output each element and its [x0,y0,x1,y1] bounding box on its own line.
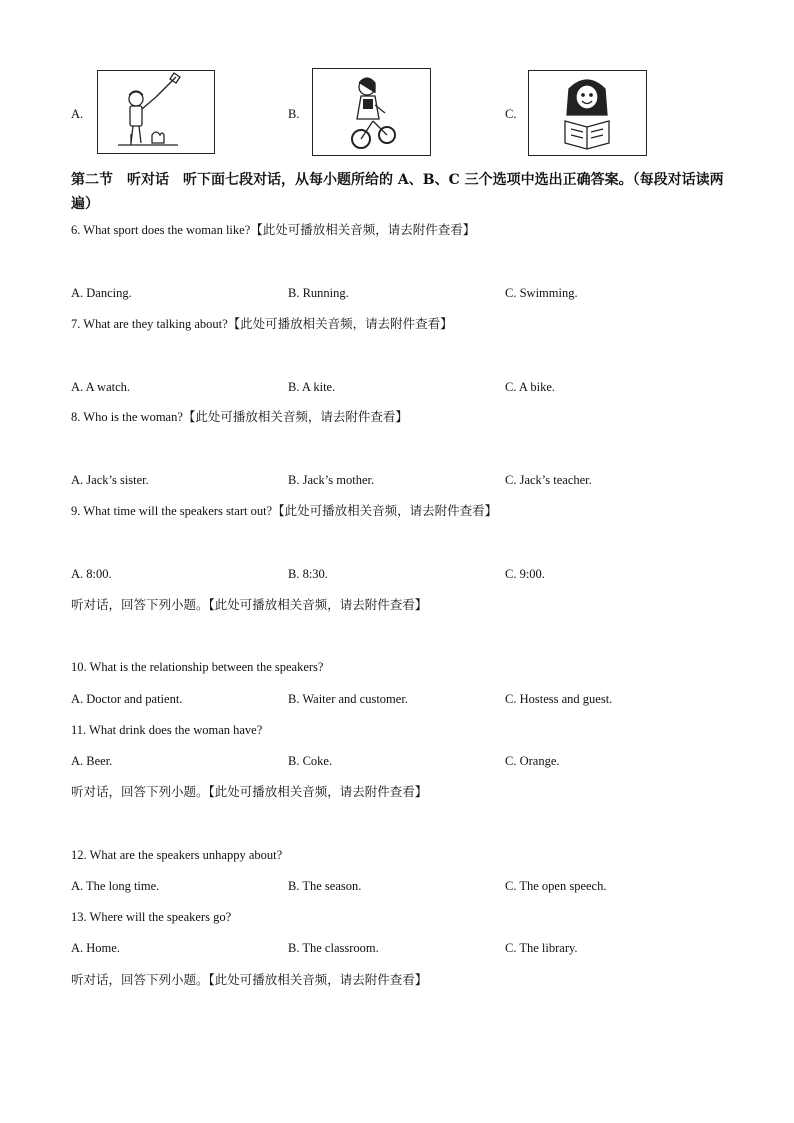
option-c: C. Orange. [505,754,560,768]
option-a: A. 8:00. [71,567,112,581]
option-c: C. Hostess and guest. [505,692,613,706]
intro-text: 听对话，回答下列小题。 [71,597,209,612]
option-b: B. Coke. [288,754,333,768]
picture-b-frame [312,68,431,156]
option-a: A. Home. [71,941,120,955]
option-b: B. A kite. [288,380,336,394]
option-b: B. Waiter and customer. [288,692,408,706]
option-c: C. A bike. [505,380,556,394]
question-11: 11. What drink does the woman have? [71,723,263,737]
audio-note: 【此处可播放相关音频，请去附件查看】 [208,597,428,612]
question-6 [71,222,475,238]
question-text: 7. What are they talking about? [71,317,228,331]
audio-note: 【此处可播放相关音频，请去附件查看】 [208,972,428,987]
audio-note: 【此处可播放相关音频，请去附件查看】 [182,409,408,424]
question-8 [71,409,408,425]
dialogue-intro [71,972,427,988]
question-text: 6. What sport does the woman like? [71,223,251,237]
option-a: A. The long time. [71,879,160,893]
girl-riding-bike-icon [313,69,430,155]
question-9 [71,503,497,519]
option-c: C. 9:00. [505,567,545,581]
section-title: 第二节 听对话 听下面七段对话，从每小题所给的 A、B、C 三个选项中选出正确答案。（每段对话读两遍） [71,172,724,212]
girl-reading-book-icon [529,71,646,155]
option-b: B. Jack’s mother. [288,473,375,487]
dialogue-intro [71,784,427,800]
option-b: B. The season. [288,879,362,893]
audio-note: 【此处可播放相关音频，请去附件查看】 [208,784,428,799]
intro-text: 听对话，回答下列小题。 [71,972,209,987]
option-b: B. Running. [288,286,349,300]
option-c: C. Swimming. [505,286,578,300]
question-7 [71,316,453,332]
question-12: 12. What are the speakers unhappy about? [71,848,283,862]
option-c: C. The library. [505,941,578,955]
boy-with-kite-icon [98,71,214,153]
question-text: 8. Who is the woman? [71,410,183,424]
picture-label-b: B. [288,107,300,121]
intro-text: 听对话，回答下列小题。 [71,784,209,799]
option-a: A. Dancing. [71,286,132,300]
option-b: B. 8:30. [288,567,328,581]
picture-label-a: A. [71,107,84,121]
option-a: A. Jack’s sister. [71,473,149,487]
audio-note: 【此处可播放相关音频，请去附件查看】 [227,316,453,331]
question-13: 13. Where will the speakers go? [71,910,232,924]
dialogue-intro [71,597,427,613]
option-a: A. A watch. [71,380,131,394]
option-a: A. Beer. [71,754,113,768]
picture-label-c: C. [505,107,517,121]
option-c: C. The open speech. [505,879,607,893]
picture-c-frame [528,70,647,156]
option-b: B. The classroom. [288,941,379,955]
question-10: 10. What is the relationship between the speakers? [71,660,324,674]
audio-note: 【此处可播放相关音频，请去附件查看】 [272,503,498,518]
picture-a-frame [97,70,215,154]
question-text: 9. What time will the speakers start out? [71,504,273,518]
option-a: A. Doctor and patient. [71,692,183,706]
option-c: C. Jack’s teacher. [505,473,592,487]
audio-note: 【此处可播放相关音频，请去附件查看】 [250,222,476,237]
